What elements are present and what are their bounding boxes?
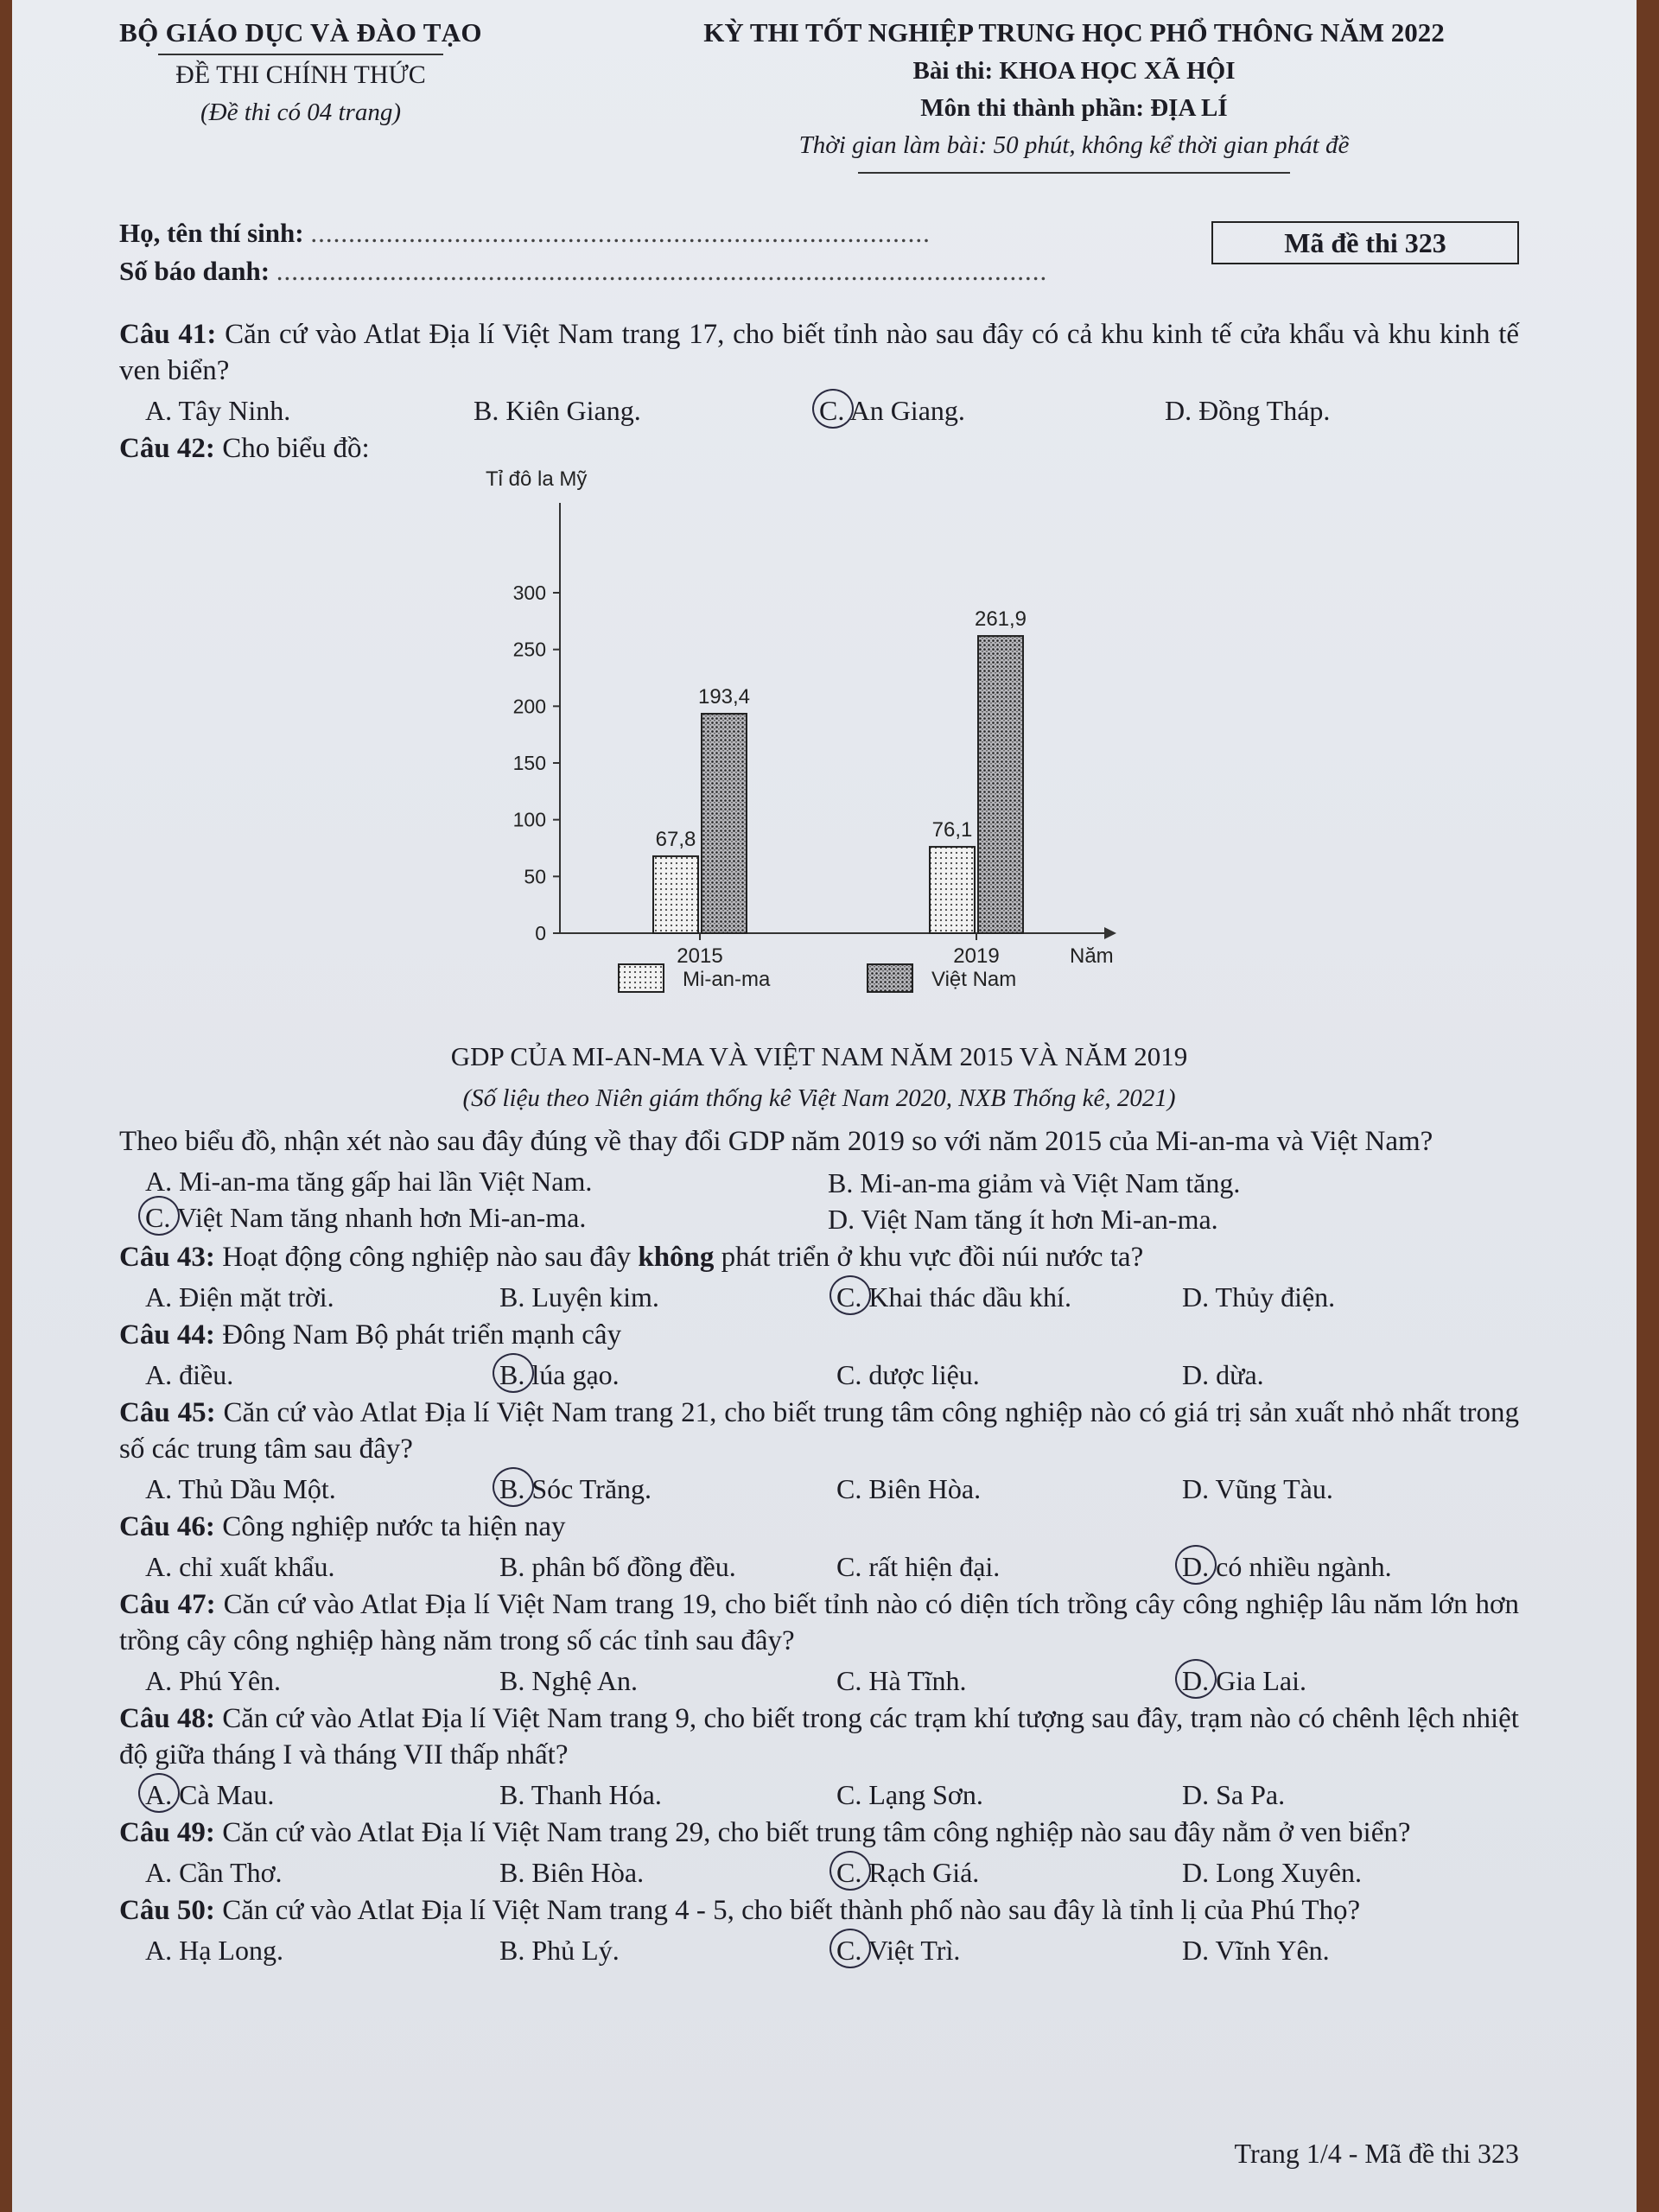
question-stem: Căn cứ vào Atlat Địa lí Việt Nam trang 29, cho biết trung tâm công nghiệp nào sau đây nằm ở ven biển? (222, 1817, 1411, 1848)
option-text: Thanh Hóa. (531, 1779, 662, 1810)
option-key: D. (1182, 1473, 1210, 1504)
ministry-name: BỘ GIÁO DỤC VÀ ĐÀO TẠO (119, 17, 482, 48)
option-text: Nghệ An. (531, 1665, 638, 1696)
option-text: Luyện kim. (531, 1281, 659, 1313)
option-key: C. (836, 1665, 862, 1696)
option-text: Tây Ninh. (178, 395, 291, 426)
question-stem-bold: không (638, 1242, 715, 1273)
y-tick-label: 300 (512, 582, 546, 604)
option-c-circled[interactable] (836, 1279, 1071, 1315)
option-key: C. (836, 1473, 862, 1504)
option-key: A. (145, 1166, 173, 1197)
option-b[interactable] (499, 1662, 638, 1699)
option-key: B. (499, 1281, 525, 1313)
option-key: B. (474, 395, 499, 426)
option-text: Khai thác dầu khí. (868, 1281, 1071, 1313)
question-label: Câu 44: (119, 1319, 215, 1351)
option-key: A. (145, 1281, 173, 1313)
option-text: Sóc Trăng. (531, 1473, 652, 1504)
option-text: có nhiều ngành. (1216, 1551, 1392, 1582)
x-axis-arrow (1104, 927, 1116, 939)
question-stem-before: Hoạt động công nghiệp nào sau đây (222, 1242, 639, 1273)
question-label: Câu 49: (119, 1817, 215, 1848)
option-key: D. (1182, 1857, 1210, 1888)
option-d-circled[interactable] (1182, 1662, 1306, 1699)
y-tick-label: 100 (512, 808, 546, 831)
x-tick-label: 2019 (953, 944, 1000, 968)
option-key: D. (1165, 395, 1192, 426)
question-47 (119, 1586, 1519, 1697)
option-key: C. (836, 1932, 861, 1968)
option-text: Phủ Lý. (531, 1935, 620, 1966)
option-b[interactable] (499, 1854, 644, 1891)
question-41 (119, 316, 1519, 427)
option-b[interactable] (499, 1777, 662, 1813)
option-text: Kiên Giang. (505, 395, 641, 426)
option-key: B. (499, 1779, 525, 1810)
option-key: B. (828, 1167, 854, 1198)
gdp-bar-chart (119, 467, 1519, 1037)
option-b-circled[interactable] (499, 1357, 620, 1393)
header-divider (158, 54, 443, 55)
option-text: Biên Hòa. (868, 1473, 982, 1504)
legend-label: Việt Nam (931, 968, 1017, 991)
option-a[interactable] (145, 1854, 283, 1891)
question-stem: Căn cứ vào Atlat Địa lí Việt Nam trang 19, cho biết tỉnh nào có diện tích trồng cây công nghiệp lâu năm lớn hơn trồng cây công nghiệp hàng năm trong số các tỉnh sau đây? (119, 1589, 1519, 1656)
question-label: Câu 50: (119, 1895, 215, 1926)
option-key: C. (836, 1551, 862, 1582)
question-label: Câu 46: (119, 1511, 215, 1542)
option-key: C. (836, 1359, 862, 1390)
option-c[interactable] (836, 1471, 981, 1507)
option-key: A. (145, 1777, 172, 1813)
question-stem: Cho biểu đồ: (222, 433, 370, 464)
option-key: A. (145, 1359, 173, 1390)
option-key: C. (145, 1199, 170, 1236)
option-text: Mi-an-ma giảm và Việt Nam tăng. (860, 1167, 1241, 1198)
question-stem: Căn cứ vào Atlat Địa lí Việt Nam trang 9, cho biết trong các trạm khí tượng sau đây, trạm nào có chênh lệch nhiệt độ giữa tháng I và tháng VII thấp nhất? (119, 1703, 1519, 1770)
option-a[interactable] (145, 1357, 233, 1393)
header-left (119, 17, 482, 127)
option-text: Gia Lai. (1216, 1665, 1306, 1696)
x-axis-label: Năm (1070, 944, 1114, 968)
option-key: B. (499, 1551, 525, 1582)
option-d-circled[interactable] (1182, 1548, 1392, 1585)
option-d[interactable] (828, 1201, 1218, 1237)
option-c[interactable] (836, 1777, 983, 1813)
option-key: D. (1182, 1548, 1209, 1585)
data-label: 193,4 (697, 685, 751, 709)
bar-myanmar-2015 (653, 856, 698, 933)
question-46 (119, 1509, 1519, 1583)
option-b[interactable] (499, 1548, 736, 1585)
option-text: Lạng Sơn. (868, 1779, 983, 1810)
option-c[interactable] (836, 1357, 980, 1393)
question-label: Câu 42: (119, 433, 215, 464)
candidate-name-label: Họ, tên thí sinh: (119, 218, 304, 248)
option-d[interactable] (1182, 1357, 1264, 1393)
option-key: A. (145, 1473, 173, 1504)
option-text: An Giang. (849, 395, 965, 426)
option-text: Điện mặt trời. (179, 1281, 334, 1313)
chart-caption: GDP CỦA MI-AN-MA VÀ VIỆT NAM NĂM 2015 VÀ NĂM 2019 (450, 1041, 1188, 1071)
option-text: Thủy điện. (1215, 1281, 1336, 1313)
options-43 (119, 1275, 1519, 1313)
legend-label: Mi-an-ma (683, 968, 771, 991)
option-text: Long Xuyên. (1216, 1857, 1362, 1888)
y-tick-label: 250 (512, 638, 546, 661)
exam-paper (12, 0, 1637, 2212)
question-stem: Căn cứ vào Atlat Địa lí Việt Nam trang 17, cho biết tỉnh nào sau đây có cả khu kinh tế cửa khẩu và khu kinh tế ven biển? (119, 319, 1520, 386)
option-key: D. (1182, 1359, 1210, 1390)
option-key: A. (145, 1857, 173, 1888)
legend-swatch (868, 964, 912, 992)
chart-source: (Số liệu theo Niên giám thống kê Việt Nam 2020, NXB Thống kê, 2021) (462, 1084, 1176, 1112)
question-43 (119, 1239, 1519, 1313)
option-d[interactable] (1182, 1471, 1333, 1507)
option-key: C. (836, 1279, 861, 1315)
data-label: 67,8 (655, 827, 696, 851)
option-c-circled[interactable] (819, 392, 965, 429)
option-key: B. (499, 1935, 525, 1966)
options-42 (119, 1160, 1519, 1236)
question-stem: Căn cứ vào Atlat Địa lí Việt Nam trang 4 - 5, cho biết thành phố nào sau đây là tỉnh lị của Phú Thọ? (222, 1895, 1361, 1926)
exam-subject: Bài thi: KHOA HỌC XÃ HỘI (912, 57, 1236, 85)
bar-myanmar-2019 (930, 847, 975, 933)
option-text: Đồng Tháp. (1198, 395, 1331, 426)
chart-container (119, 467, 1519, 1037)
option-text: Việt Nam tăng nhanh hơn Mi-an-ma. (176, 1202, 587, 1233)
pages-note: (Đề thi có 04 trang) (200, 99, 401, 126)
options-46 (119, 1545, 1519, 1583)
question-label: Câu 43: (119, 1242, 215, 1273)
option-b[interactable] (499, 1279, 659, 1315)
bar-vietnam-2019 (978, 636, 1023, 933)
exam-component: Môn thi thành phần: ĐỊA LÍ (920, 94, 1228, 122)
option-text: dừa. (1216, 1359, 1264, 1390)
header-divider-right (858, 172, 1290, 174)
option-key: B. (499, 1857, 525, 1888)
option-text: chỉ xuất khẩu. (179, 1551, 335, 1582)
option-text: Cần Thơ. (179, 1857, 283, 1888)
option-a[interactable] (145, 1471, 336, 1507)
option-key: A. (145, 1935, 173, 1966)
y-tick-label: 0 (535, 922, 546, 944)
option-d[interactable] (1182, 1777, 1285, 1813)
option-text: lúa gạo. (531, 1359, 620, 1390)
data-label: 261,9 (974, 607, 1027, 632)
exam-code-box: Mã đề thi 323 (1211, 221, 1519, 264)
candidate-id-label: Số báo danh: (119, 256, 270, 286)
option-d[interactable] (1165, 392, 1330, 429)
option-text: Việt Trì. (868, 1935, 961, 1966)
option-key: D. (828, 1204, 855, 1235)
option-c-circled[interactable] (836, 1854, 979, 1891)
question-stem: Căn cứ vào Atlat Địa lí Việt Nam trang 21, cho biết trung tâm công nghiệp nào có giá trị sản xuất nhỏ nhất trong số các trung tâm sau đây? (119, 1397, 1519, 1465)
option-b[interactable] (828, 1165, 1240, 1201)
data-label: 76,1 (931, 818, 973, 842)
option-a[interactable] (145, 1932, 283, 1968)
y-tick-label: 150 (512, 752, 546, 774)
option-key: B. (499, 1471, 524, 1507)
option-c[interactable] (836, 1662, 967, 1699)
question-label: Câu 41: (119, 319, 217, 350)
bar-vietnam-2015 (702, 714, 747, 933)
option-a[interactable] (145, 1163, 592, 1199)
option-c[interactable] (836, 1548, 1000, 1585)
option-b[interactable] (499, 1932, 620, 1968)
legend-swatch (619, 964, 664, 992)
question-45 (119, 1395, 1519, 1505)
question-prompt: Theo biểu đồ, nhận xét nào sau đây đúng về thay đổi GDP năm 2019 so với năm 2015 của Mi-an-ma và Việt Nam? (119, 1126, 1433, 1157)
question-42 (119, 430, 1519, 1236)
page-footer: Trang 1/4 - Mã đề thi 323 (1234, 2138, 1519, 2169)
option-key: A. (145, 1665, 173, 1696)
option-key: C. (819, 392, 844, 429)
question-stem-after: phát triển ở khu vực đồi núi nước ta? (714, 1242, 1144, 1273)
official-label: ĐỀ THI CHÍNH THỨC (175, 60, 426, 89)
option-key: C. (836, 1854, 861, 1891)
options-50 (119, 1929, 1519, 1967)
option-key: B. (499, 1665, 525, 1696)
option-text: Hà Tĩnh. (868, 1665, 967, 1696)
option-key: D. (1182, 1662, 1209, 1699)
candidate-id-dots: ...................................................................................................... (276, 256, 1048, 286)
options-49 (119, 1851, 1519, 1889)
option-text: rất hiện đại. (868, 1551, 1001, 1582)
option-a-circled[interactable] (145, 1777, 274, 1813)
option-text: Vũng Tàu. (1215, 1473, 1333, 1504)
x-tick-label: 2015 (677, 944, 723, 968)
option-c-circled[interactable] (145, 1199, 586, 1236)
question-stem: Đông Nam Bộ phát triển mạnh cây (222, 1319, 622, 1351)
exam-time: Thời gian làm bài: 50 phút, không kể thời gian phát đề (798, 131, 1350, 159)
question-44 (119, 1317, 1519, 1391)
option-d[interactable] (1182, 1854, 1362, 1891)
question-label: Câu 47: (119, 1589, 216, 1620)
option-b-circled[interactable] (499, 1471, 652, 1507)
option-key: B. (499, 1357, 524, 1393)
option-text: phân bố đồng đều. (531, 1551, 736, 1582)
option-key: A. (145, 1551, 173, 1582)
option-key: D. (1182, 1935, 1210, 1966)
option-text: Cà Mau. (179, 1779, 275, 1810)
option-d[interactable] (1182, 1279, 1335, 1315)
options-44 (119, 1353, 1519, 1391)
option-text: Rạch Giá. (868, 1857, 980, 1888)
option-key: A. (145, 395, 173, 426)
option-text: dược liệu. (868, 1359, 980, 1390)
option-text: Vĩnh Yên. (1215, 1935, 1330, 1966)
page-content (119, 10, 1520, 2169)
y-axis-label: Tỉ đô la Mỹ (486, 467, 588, 491)
question-label: Câu 48: (119, 1703, 215, 1734)
option-b[interactable] (474, 392, 641, 429)
option-key: D. (1182, 1281, 1210, 1313)
option-text: Việt Nam tăng ít hơn Mi-an-ma. (861, 1204, 1218, 1235)
option-text: Mi-an-ma tăng gấp hai lần Việt Nam. (179, 1166, 593, 1197)
exam-header (119, 10, 1519, 183)
option-a[interactable] (145, 392, 290, 429)
option-text: Sa Pa. (1216, 1779, 1286, 1810)
option-key: C. (836, 1779, 862, 1810)
option-text: Thủ Dầu Một. (178, 1473, 336, 1504)
y-tick-label: 200 (512, 695, 546, 718)
options-45 (119, 1467, 1519, 1505)
option-text: Hạ Long. (179, 1935, 283, 1966)
options-41 (119, 389, 1519, 427)
candidate-name-dots: .................................................................................. (310, 218, 931, 248)
header-right (603, 17, 1545, 174)
option-text: Biên Hòa. (531, 1857, 645, 1888)
question-50 (119, 1892, 1519, 1967)
option-text: Phú Yên. (179, 1665, 282, 1696)
options-47 (119, 1659, 1519, 1697)
option-a[interactable] (145, 1548, 335, 1585)
option-c-circled[interactable] (836, 1932, 960, 1968)
question-stem: Công nghiệp nước ta hiện nay (222, 1511, 566, 1542)
y-tick-label: 50 (524, 865, 546, 888)
option-a[interactable] (145, 1279, 334, 1315)
option-text: điều. (179, 1359, 234, 1390)
option-key: D. (1182, 1779, 1210, 1810)
question-49 (119, 1815, 1519, 1889)
exam-title: KỲ THI TỐT NGHIỆP TRUNG HỌC PHỔ THÔNG NĂM 2022 (703, 17, 1445, 48)
option-a[interactable] (145, 1662, 281, 1699)
question-label: Câu 45: (119, 1397, 216, 1428)
options-48 (119, 1773, 1519, 1811)
candidate-info (119, 218, 1519, 313)
question-48 (119, 1700, 1519, 1811)
option-d[interactable] (1182, 1932, 1330, 1968)
